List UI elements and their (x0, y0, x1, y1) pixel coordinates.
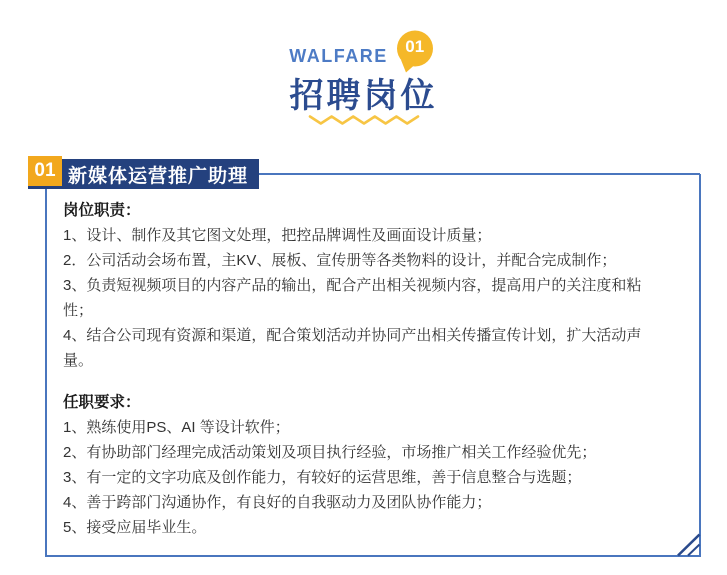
requirement-item: 4、善于跨部门沟通协作，有良好的自我驱动力及团队协作能力； (63, 494, 492, 511)
duty-item: 1、设计、制作及其它图文处理，把控品牌调性及画面设计质量； (63, 227, 492, 244)
requirement-item: 1、熟练使用PS、AI 等设计软件； (63, 419, 290, 436)
header-rule-line (259, 173, 700, 175)
duty-item: 3、负责短视频项目的内容产品的输出，配合产出相关视频内容，提高用户的关注度和粘性； (63, 277, 642, 319)
job-number-badge: 01 (28, 156, 62, 186)
duties-section (63, 198, 648, 373)
zigzag-underline-icon (307, 113, 421, 127)
corner-triangle-icon (675, 533, 701, 557)
requirement-item: 2、有协助部门经理完成活动策划及项目执行经验，市场推广相关工作经验优先； (63, 444, 597, 461)
poster-header (0, 0, 727, 127)
job-title-bar (28, 159, 259, 189)
speech-bubble-icon (392, 30, 438, 73)
bubble-number: 01 (405, 37, 425, 56)
job-detail-box (45, 174, 701, 557)
brand-name: WALFARE (289, 46, 388, 66)
duty-item: 2．公司活动会场布置，主KV、展板、宣传册等各类物料的设计，并配合完成制作； (63, 252, 617, 269)
brand-row (289, 30, 438, 73)
duty-item: 4、结合公司现有资源和渠道，配合策划活动并协同产出相关传播宣传计划，扩大活动声量。 (63, 327, 642, 369)
job-section-header (28, 159, 700, 189)
requirements-section (63, 390, 648, 540)
job-title: 新媒体运营推广助理 (68, 165, 249, 187)
requirement-item: 5、接受应届毕业生。 (63, 519, 207, 536)
page-title: 招聘岗位 (289, 77, 438, 115)
requirements-heading: 任职要求： (63, 394, 141, 411)
requirement-item: 3、有一定的文字功底及创作能力，有较好的运营思维，善于信息整合与选题； (63, 469, 582, 486)
duties-heading: 岗位职责： (63, 202, 141, 219)
